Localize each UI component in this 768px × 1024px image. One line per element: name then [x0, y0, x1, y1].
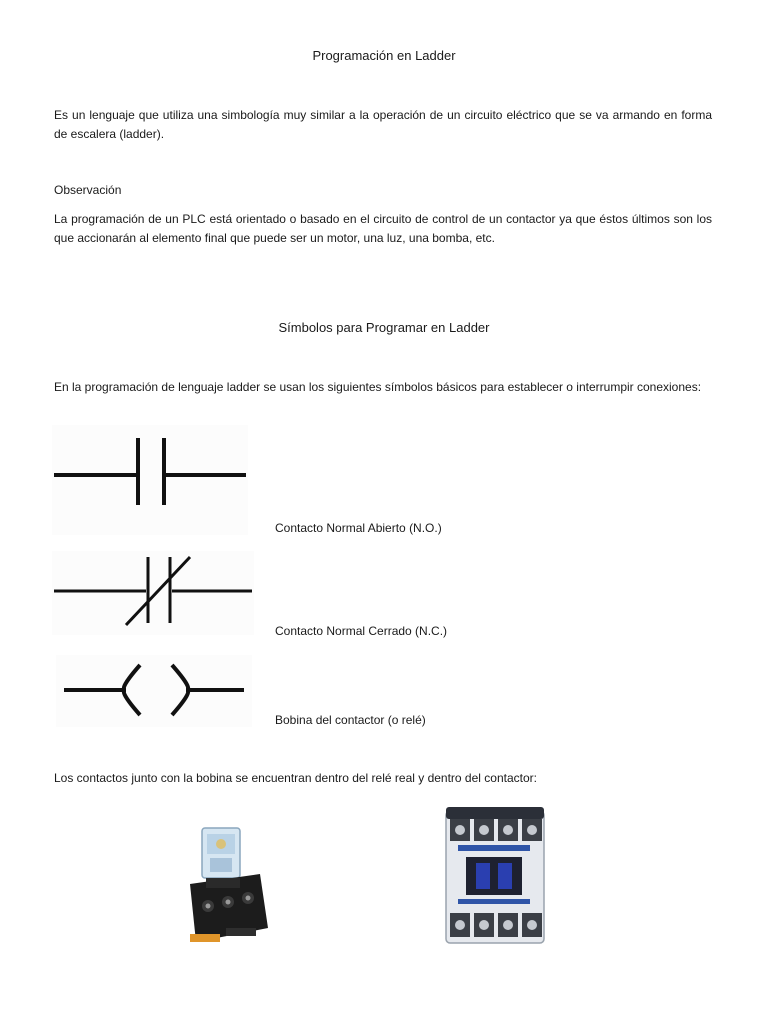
- symbol-label-no: Contacto Normal Abierto (N.O.): [275, 521, 442, 535]
- normally-closed-contact-icon: [52, 551, 254, 635]
- page-title: Programación en Ladder: [312, 48, 456, 63]
- observation-paragraph: La programación de un PLC está orientado o basado en el circuito de control de un contactor ya que éstos últimos son los que accionarán al elemento final que puede ser un motor, una luz, una bomba, etc.: [54, 212, 712, 245]
- relay-photo: [180, 822, 272, 950]
- devices-paragraph: Los contactos junto con la bobina se encuentran dentro del relé real y dentro del contactor:: [54, 771, 537, 785]
- symbol-label-nc: Contacto Normal Cerrado (N.C.): [275, 624, 448, 638]
- section-title: Símbolos para Programar en Ladder: [278, 320, 490, 335]
- coil-icon: [56, 655, 252, 727]
- symbol-label-coil: Bobina del contactor (o relé): [275, 713, 426, 727]
- symbols-intro-paragraph: En la programación de lenguaje ladder se usan los siguientes símbolos básicos para establecer o interrumpir conexiones:: [54, 380, 702, 394]
- contactor-photo: [440, 805, 550, 947]
- normally-open-contact-icon: [52, 425, 248, 535]
- intro-paragraph: Es un lenguaje que utiliza una simbología muy similar a la operación de un circuito eléctrico que se va armando en forma de escalera (ladder).: [54, 108, 712, 141]
- observation-heading: Observación: [54, 183, 122, 197]
